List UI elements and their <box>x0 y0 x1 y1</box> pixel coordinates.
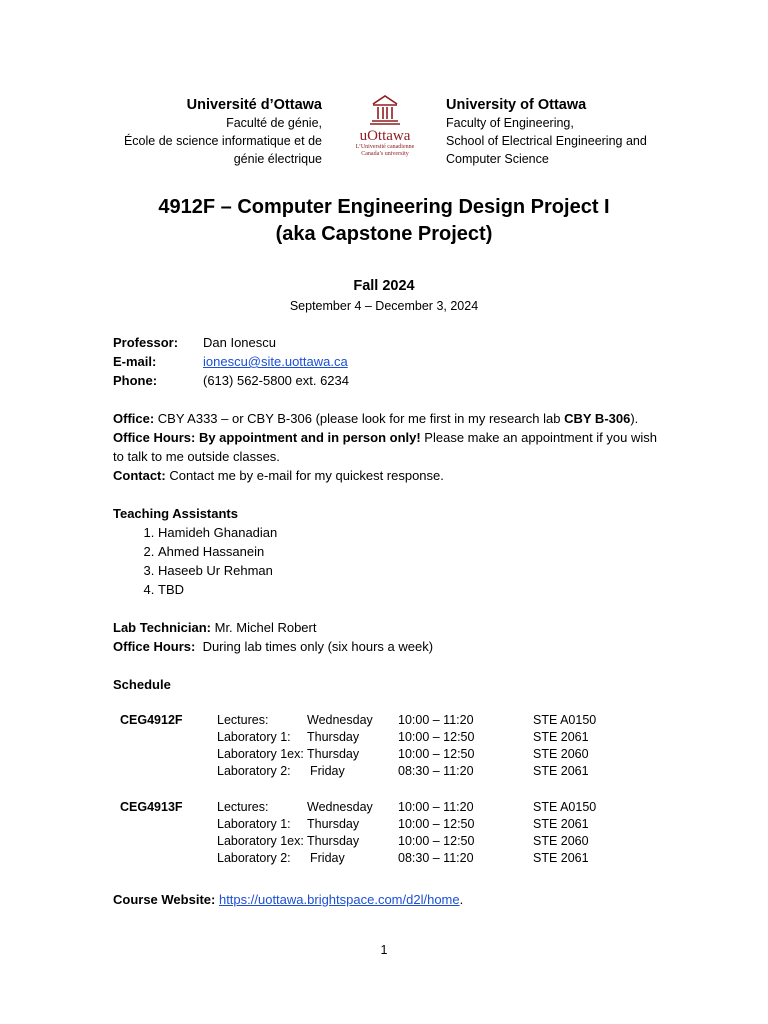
list-item: 3. Haseeb Ur Rehman <box>158 561 658 580</box>
website-link[interactable]: https://uottawa.brightspace.com/d2l/home <box>218 892 460 907</box>
faculty-en: Faculty of Engineering, <box>446 116 574 130</box>
office-hours-label: Office Hours: By appointment and in person only! <box>113 430 421 445</box>
session-day: Thursday <box>307 747 360 761</box>
university-logo <box>350 92 420 158</box>
session-type: Laboratory 1ex: <box>217 747 304 761</box>
email-label: E-mail: <box>113 354 157 369</box>
session-time: 10:00 – 12:50 <box>398 817 475 831</box>
table-row <box>217 746 623 763</box>
page-number: 1 <box>380 943 388 957</box>
schedule-rows <box>217 799 623 867</box>
session-room: STE 2060 <box>533 834 589 848</box>
session-day: Wednesday <box>307 800 373 814</box>
course-code: CEG4912F <box>120 713 183 727</box>
contact-text: Contact me by e-mail for my quickest response. <box>165 468 444 483</box>
school-fr-line1: École de science informatique et de <box>123 134 322 148</box>
ta-list <box>113 523 658 599</box>
table-row <box>217 799 623 816</box>
professor-name: Dan Ionescu <box>203 335 276 350</box>
email-row <box>113 352 658 371</box>
list-item: 4. TBD <box>158 580 658 599</box>
session-type: Laboratory 2: <box>217 764 291 778</box>
session-day: Thursday <box>307 834 360 848</box>
list-item: 1. Hamideh Ghanadian <box>158 523 658 542</box>
website-end: . <box>459 892 464 907</box>
school-fr-line2: génie électrique <box>233 152 322 166</box>
schedule-group-1 <box>113 712 673 780</box>
course-website <box>113 890 658 909</box>
lab-tech-name: Mr. Michel Robert <box>211 620 317 635</box>
office-hours-line <box>113 428 658 466</box>
course-title-line2: (aka Capstone Project) <box>275 223 493 245</box>
office-hours-text: Please make an appointment if you wish to talk to me outside classes. <box>113 430 657 464</box>
schedule-heading-text: Schedule <box>113 677 171 692</box>
session-time: 10:00 – 11:20 <box>398 713 474 727</box>
lab-hours-label: Office Hours: <box>113 639 196 654</box>
office-text: CBY A333 – or CBY B-306 (please look for me first in my research lab <box>154 411 565 426</box>
contact-label: Contact: <box>113 468 166 483</box>
logo-tagline-fr: L’Université canadienne <box>355 144 415 150</box>
session-day: Friday <box>310 764 345 778</box>
school-en-line2: Computer Science <box>446 152 549 166</box>
schedule-rows <box>217 712 623 780</box>
university-name-en: University of Ottawa <box>446 97 587 113</box>
session-room: STE 2061 <box>533 730 589 744</box>
session-day: Friday <box>310 851 345 865</box>
list-item: 2. Ahmed Hassanein <box>158 542 658 561</box>
office-lab: CBY B-306 <box>564 411 631 426</box>
email-link[interactable]: ionescu@site.uottawa.ca <box>203 354 348 369</box>
session-type: Laboratory 2: <box>217 851 291 865</box>
table-row <box>217 816 623 833</box>
session-time: 08:30 – 11:20 <box>398 851 474 865</box>
term: Fall 2024 <box>353 278 415 294</box>
header-french <box>42 96 322 168</box>
session-type: Lectures: <box>217 713 269 727</box>
professor-row <box>113 333 658 352</box>
teaching-assistants <box>113 504 658 599</box>
school-en-line1: School of Electrical Engineering and <box>446 134 647 148</box>
office-line <box>113 409 658 428</box>
phone-label: Phone: <box>113 373 158 388</box>
contact-line <box>113 466 658 485</box>
session-type: Laboratory 1: <box>217 730 291 744</box>
logo-wordmark: uOttawa <box>359 128 411 144</box>
ta-heading: Teaching Assistants <box>113 506 238 521</box>
logo-tagline-en: Canada’s university <box>361 151 409 157</box>
schedule-heading <box>113 675 658 694</box>
schedule-group-2 <box>113 799 673 867</box>
table-row <box>217 763 623 780</box>
lab-technician-block <box>113 618 658 656</box>
session-type: Laboratory 1ex: <box>217 834 304 848</box>
faculty-fr: Faculté de génie, <box>226 116 322 130</box>
contact-block <box>113 333 658 390</box>
session-room: STE 2061 <box>533 764 589 778</box>
table-row <box>217 833 623 850</box>
phone-number: (613) 562-5800 ext. 6234 <box>203 373 349 388</box>
lab-tech-line <box>113 618 658 637</box>
session-room: STE A0150 <box>533 713 597 727</box>
office-label: Office: <box>113 411 155 426</box>
table-row <box>217 850 623 867</box>
session-day: Thursday <box>307 730 360 744</box>
session-type: Laboratory 1: <box>217 817 291 831</box>
session-day: Thursday <box>307 817 360 831</box>
session-time: 10:00 – 12:50 <box>398 747 475 761</box>
course-title-line1: 4912F – Computer Engineering Design Project I <box>158 196 610 218</box>
session-room: STE 2061 <box>533 851 589 865</box>
table-row <box>217 712 623 729</box>
session-day: Wednesday <box>307 713 373 727</box>
session-type: Lectures: <box>217 800 269 814</box>
course-code: CEG4913F <box>120 800 183 814</box>
term-dates: September 4 – December 3, 2024 <box>289 299 479 313</box>
lab-hours-line <box>113 637 658 656</box>
session-room: STE A0150 <box>533 800 597 814</box>
office-end: ). <box>630 411 639 426</box>
lab-tech-label: Lab Technician: <box>113 620 211 635</box>
session-room: STE 2060 <box>533 747 589 761</box>
session-time: 08:30 – 11:20 <box>398 764 474 778</box>
lab-hours-text: During lab times only (six hours a week) <box>195 639 434 654</box>
session-time: 10:00 – 12:50 <box>398 834 475 848</box>
office-block <box>113 409 658 485</box>
header-english <box>446 96 746 168</box>
university-name-fr: Université d’Ottawa <box>186 97 322 113</box>
course-title <box>0 194 768 248</box>
phone-row <box>113 371 658 390</box>
session-time: 10:00 – 12:50 <box>398 730 475 744</box>
website-label: Course Website: <box>113 892 216 907</box>
session-time: 10:00 – 11:20 <box>398 800 474 814</box>
session-room: STE 2061 <box>533 817 589 831</box>
building-icon <box>368 92 402 126</box>
professor-label: Professor: <box>113 335 179 350</box>
table-row <box>217 729 623 746</box>
